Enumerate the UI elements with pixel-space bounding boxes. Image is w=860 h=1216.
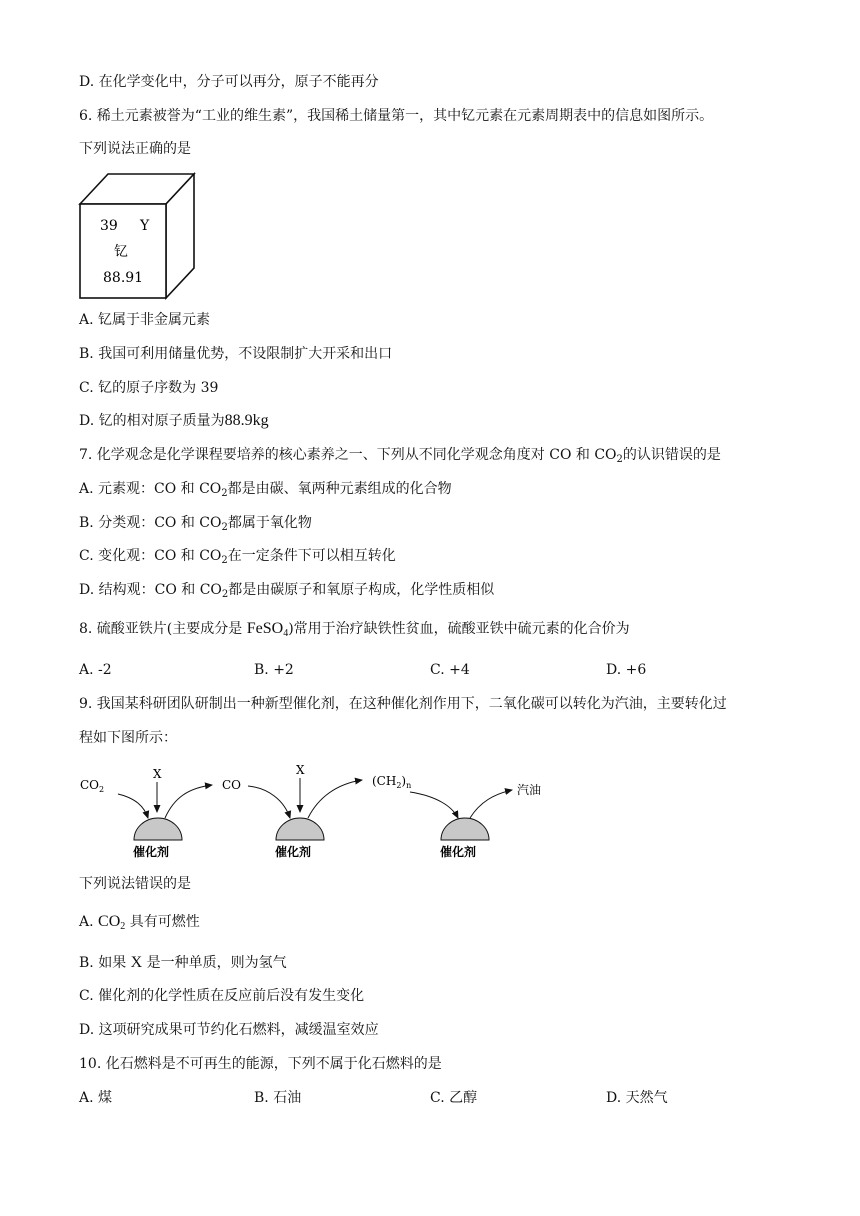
q10-stem: 10. 化石燃料是不可再生的能源，下列不属于化石燃料的是 <box>79 1056 442 1072</box>
x-label-2: X <box>296 763 305 777</box>
q6-option-a: A. 钇属于非金属元素 <box>79 312 211 328</box>
feso4-formula: FeSO$_4$ <box>246 620 289 639</box>
tile-element-name: 钇 <box>114 244 128 260</box>
q8-stem: 8. 硫酸亚铁片(主要成分是 FeSO$_4$)常用于治疗缺铁性贫血，硫酸亚铁中硫元素的化合价为 <box>79 620 630 639</box>
q10-option-a: A. 煤 <box>79 1090 113 1106</box>
catalyst-3 <box>441 818 489 840</box>
element-tile-diagram <box>78 172 198 300</box>
tile-atomic-mass: 88.91 <box>103 270 144 286</box>
q9-option-d: D. 这项研究成果可节约化石燃料，减缓温室效应 <box>79 1022 379 1038</box>
co-label: CO <box>222 778 242 792</box>
q7-option-d: D. 结构观：CO 和 $CO_2$都是由碳原子和氧原子构成，化学性质相似 <box>79 582 495 600</box>
q7-option-c: C. 变化观：CO 和 $CO_2$在一定条件下可以相互转化 <box>79 548 396 566</box>
mass-value: 88.9kg <box>224 412 269 429</box>
x-variable: X <box>130 954 143 971</box>
q9-option-b: B. 如果 X 是一种单质，则为氢气 <box>79 954 287 971</box>
gasoline-label: 汽油 <box>517 783 542 797</box>
q8-option-a: A. -2 <box>79 662 112 678</box>
tile-atomic-number: 39 <box>100 218 118 234</box>
tile-symbol: Y <box>140 218 150 234</box>
conversion-process-diagram <box>70 758 570 862</box>
catalyst-label-1: 催化剂 <box>133 845 170 859</box>
q10-option-b: B. 石油 <box>254 1090 302 1106</box>
co2-formula: $CO_2$ <box>98 913 126 932</box>
q6-option-c: C. 钇的原子序数为 39 <box>79 380 219 396</box>
x-label-1: X <box>153 767 162 781</box>
q8-option-c: C. +4 <box>430 662 470 678</box>
q8-option-b: B. +2 <box>254 662 294 678</box>
q7-stem: 7. 化学观念是化学课程要培养的核心素养之一、下列从不同化学观念角度对 CO 和 $CO_2$的认识错误的是 <box>79 447 721 465</box>
q9-option-a: A. $CO_2$ 具有可燃性 <box>79 913 200 932</box>
q9-stem-line1: 9. 我国某科研团队研制出一种新型催化剂，在这种催化剂作用下，二氧化碳可以转化为汽油，主要转化过 <box>79 696 727 712</box>
q6-option-d: D. 钇的相对原子质量为88.9kg <box>79 412 269 429</box>
catalyst-1 <box>134 818 182 840</box>
q7-option-b: B. 分类观：CO 和 $CO_2$都属于氧化物 <box>79 515 312 533</box>
catalyst-label-3: 催化剂 <box>440 845 477 859</box>
ch2n-label: $(CH_2)_n$ <box>372 774 412 790</box>
q8-option-d: D. +6 <box>606 662 647 678</box>
q6-stem-line2: 下列说法正确的是 <box>79 141 191 157</box>
q5-option-d: D. 在化学变化中，分子可以再分，原子不能再分 <box>79 74 379 90</box>
co2-label: $CO_2$ <box>80 778 105 794</box>
q10-option-c: C. 乙醇 <box>430 1090 478 1106</box>
q9-stem-line2: 程如下图所示： <box>79 730 177 746</box>
q6-stem-line1: 6. 稀土元素被誉为“工业的维生素”，我国稀土储量第一，其中钇元素在元素周期表中的信息如图所示。 <box>79 108 714 124</box>
catalyst-label-2: 催化剂 <box>275 845 312 859</box>
q6-option-b: B. 我国可利用储量优势，不设限制扩大开采和出口 <box>79 346 393 362</box>
q7-option-a: A. 元素观：CO 和 $CO_2$都是由碳、氧两种元素组成的化合物 <box>79 481 452 499</box>
catalyst-2 <box>276 818 324 840</box>
q10-option-d: D. 天然气 <box>606 1090 668 1106</box>
q9-stem-line3: 下列说法错误的是 <box>79 876 191 892</box>
q9-option-c: C. 催化剂的化学性质在反应前后没有发生变化 <box>79 988 365 1004</box>
